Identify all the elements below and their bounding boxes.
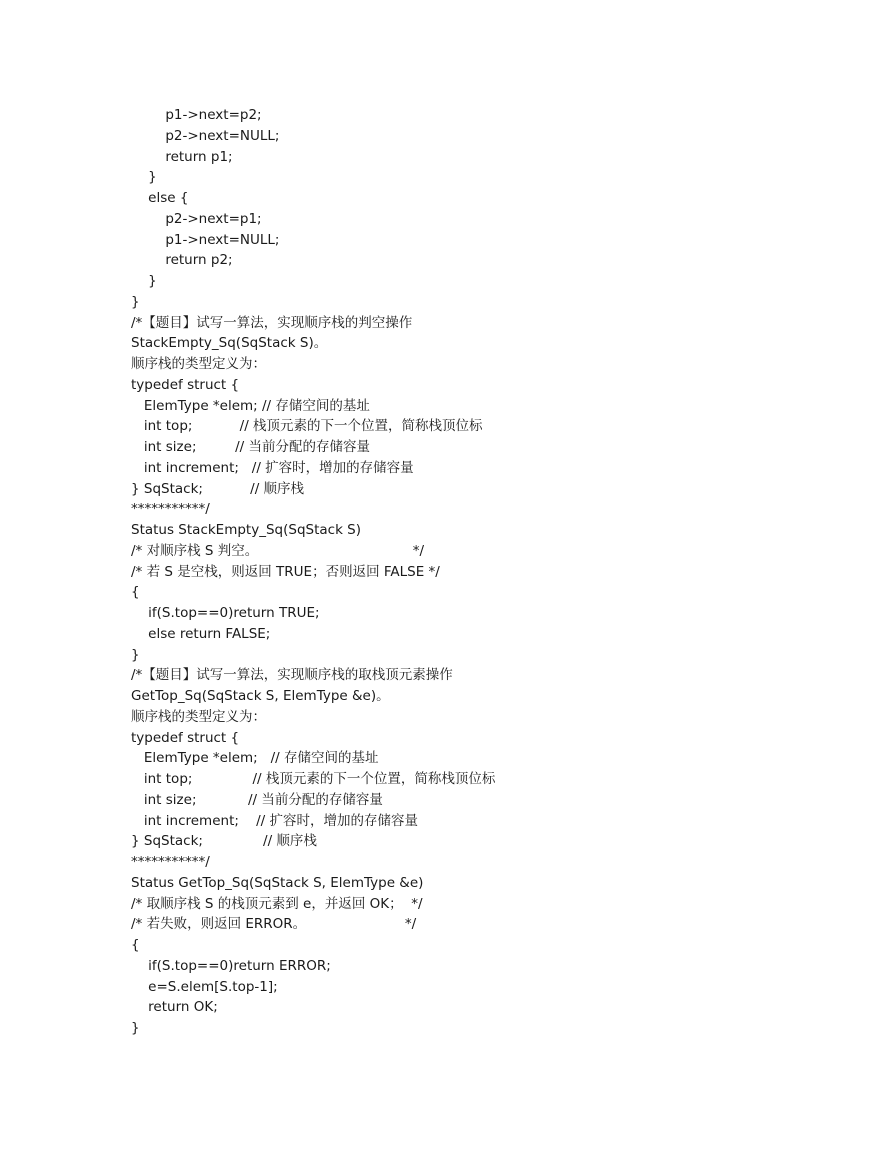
code-line: p1->next=NULL; (131, 231, 280, 248)
code-line: ***********/ (131, 501, 210, 518)
code-line: { (131, 937, 140, 953)
code-line: 顺序栈的类型定义为： (131, 708, 266, 725)
code-line: int top; // 栈顶元素的下一个位置，简称栈顶位标 (131, 418, 483, 435)
code-line: return OK; (131, 999, 218, 1016)
code-line: /* 若 S 是空栈，则返回 TRUE；否则返回 FALSE */ (131, 563, 440, 580)
code-line: } (131, 169, 157, 186)
code-line: else { (131, 190, 189, 206)
code-listing (131, 105, 851, 1039)
code-line: StackEmpty_Sq(SqStack S)。 (131, 335, 328, 352)
code-line: /* 若失败，则返回 ERROR。 */ (131, 916, 417, 933)
code-line: /*【题目】试写一算法，实现顺序栈的取栈顶元素操作 (131, 667, 453, 684)
code-line: { (131, 584, 140, 601)
code-line: if(S.top==0)return ERROR; (131, 957, 331, 974)
code-line: /* 取顺序栈 S 的栈顶元素到 e，并返回 OK； */ (131, 895, 423, 912)
code-line: p2->next=p1; (131, 210, 262, 227)
code-line: } (131, 1020, 140, 1036)
code-line: return p2; (131, 252, 233, 269)
code-line: } (131, 273, 157, 289)
code-line: e=S.elem[S.top-1]; (131, 978, 278, 995)
code-line: ***********/ (131, 854, 210, 870)
code-line: Status StackEmpty_Sq(SqStack S) (131, 522, 362, 538)
code-line: /*【题目】试写一算法，实现顺序栈的判空操作 (131, 314, 413, 331)
code-line: ElemType *elem; // 存储空间的基址 (131, 750, 379, 767)
code-line: typedef struct { (131, 376, 240, 393)
code-line: } (131, 646, 140, 663)
code-line: p1->next=p2; (131, 107, 262, 123)
code-line: return p1; (131, 148, 233, 165)
code-line: int size; // 当前分配的存储容量 (131, 439, 370, 455)
code-line: Status GetTop_Sq(SqStack S, ElemType &e) (131, 874, 424, 891)
code-line: 顺序栈的类型定义为： (131, 356, 266, 372)
code-line: GetTop_Sq(SqStack S, ElemType &e)。 (131, 688, 390, 704)
code-line: /* 对顺序栈 S 判空。 */ (131, 542, 425, 559)
code-line: int top; // 栈顶元素的下一个位置，简称栈顶位标 (131, 771, 496, 787)
code-line: int increment; // 扩容时，增加的存储容量 (131, 812, 418, 829)
code-line: typedef struct { (131, 729, 240, 746)
code-line: } SqStack; // 顺序栈 (131, 833, 317, 850)
code-line: p2->next=NULL; (131, 127, 280, 144)
code-line: } SqStack; // 顺序栈 (131, 480, 305, 497)
code-line: else return FALSE; (131, 625, 271, 642)
code-line: } (131, 293, 140, 310)
code-line: int increment; // 扩容时，增加的存储容量 (131, 459, 414, 476)
code-line: if(S.top==0)return TRUE; (131, 605, 320, 621)
code-line: int size; // 当前分配的存储容量 (131, 791, 383, 808)
code-line: ElemType *elem; // 存储空间的基址 (131, 397, 370, 414)
